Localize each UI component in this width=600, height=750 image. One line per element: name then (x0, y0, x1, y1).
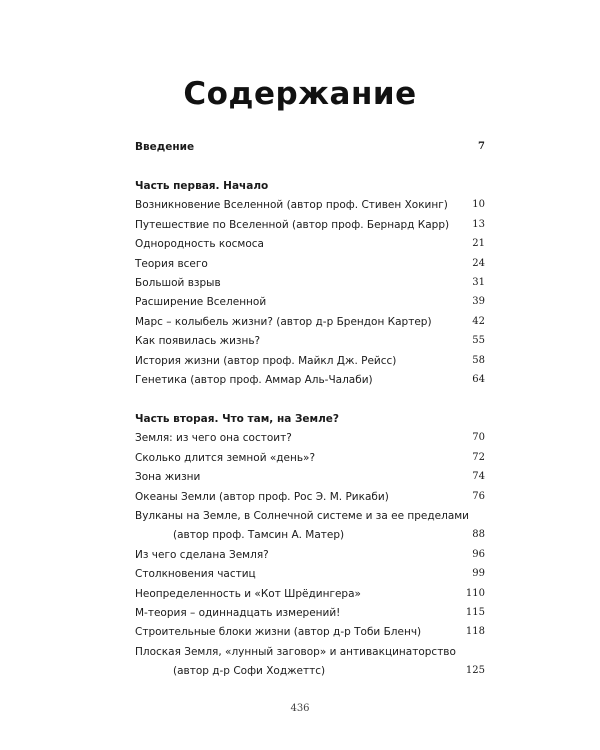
toc-page: 31 (472, 277, 485, 288)
toc-intro (135, 138, 485, 156)
toc-page: 21 (472, 238, 485, 249)
toc-item (135, 507, 485, 525)
toc-item (135, 449, 485, 467)
page-number: 436 (290, 703, 310, 714)
toc-label: Как появилась жизнь? (135, 335, 261, 347)
toc-item (135, 488, 485, 506)
toc-page: 76 (472, 491, 485, 502)
toc-page: 118 (465, 626, 485, 637)
toc-item (135, 429, 485, 447)
toc-label: Однородность космоса (135, 238, 264, 250)
toc-label: Строительные блоки жизни (автор д-р Тоби Бленч) (135, 626, 422, 638)
toc-label: (автор проф. Тамсин А. Матер) (173, 529, 345, 541)
toc-page: 39 (472, 296, 485, 307)
toc-page: 64 (472, 374, 485, 385)
toc-item (135, 371, 485, 389)
toc-page: 55 (472, 335, 485, 346)
toc-page: 74 (472, 471, 485, 482)
toc-label: (автор д-р Софи Ходжеттс) (173, 665, 326, 677)
toc-page: 88 (472, 529, 485, 540)
toc-label: Возникновение Вселенной (автор проф. Стивен Хокинг) (135, 199, 448, 211)
toc-label: Из чего сделана Земля? (135, 549, 269, 561)
toc-item (135, 313, 485, 331)
toc-label: Неопределенность и «Кот Шрёдингера» (135, 588, 361, 600)
toc-label: Столкновения частиц (135, 568, 256, 580)
toc-label: Вулканы на Земле, в Солнечной системе и за ее пределами (135, 510, 470, 522)
toc-item (135, 585, 485, 603)
toc-item (135, 546, 485, 564)
toc-label: Генетика (автор проф. Аммар Аль-Чалаби) (135, 374, 373, 386)
toc-item (135, 196, 485, 214)
toc-label: Марс – колыбель жизни? (автор д-р Брендон Картер) (135, 316, 432, 328)
toc-page: 96 (472, 549, 485, 560)
toc-item (135, 623, 485, 641)
page-title: Содержание (183, 76, 417, 112)
toc-item (135, 216, 485, 234)
toc-item (135, 255, 485, 273)
toc-item (135, 293, 485, 311)
toc-label: Океаны Земли (автор проф. Рос Э. М. Рикаби) (135, 491, 389, 503)
toc-page: 24 (472, 258, 485, 269)
toc-label: Плоская Земля, «лунный заговор» и антивакцинаторство (135, 646, 456, 658)
toc-label: Большой взрыв (135, 277, 221, 289)
toc-page: 72 (472, 452, 485, 463)
toc-page: 125 (465, 665, 485, 676)
toc-item (135, 468, 485, 486)
toc-page: 115 (465, 607, 485, 618)
toc-item (135, 235, 485, 253)
toc-item (135, 352, 485, 370)
toc-label: М-теория – одиннадцать измерений! (135, 607, 341, 619)
part2-heading (135, 410, 485, 428)
toc-item (135, 565, 485, 583)
part1-heading (135, 177, 485, 195)
toc-label: Земля: из чего она состоит? (135, 432, 292, 444)
toc-item (135, 643, 485, 661)
toc-item (135, 662, 485, 680)
toc-page: 70 (472, 432, 485, 443)
toc-label: Введение (135, 141, 195, 153)
toc-page: 13 (472, 219, 485, 230)
toc-item (135, 332, 485, 350)
section-heading: Часть первая. Начало (135, 180, 269, 192)
toc-page: 10 (472, 199, 485, 210)
toc-label: Зона жизни (135, 471, 201, 483)
toc-label: Расширение Вселенной (135, 296, 267, 308)
toc-label: Теория всего (135, 258, 208, 270)
toc-item (135, 604, 485, 622)
toc-page: 42 (472, 316, 485, 327)
toc-label: Путешествие по Вселенной (автор проф. Бернард Карр) (135, 219, 450, 231)
toc-page: 110 (465, 588, 485, 599)
toc-label: Сколько длится земной «день»? (135, 452, 316, 464)
section-heading: Часть вторая. Что там, на Земле? (135, 413, 340, 425)
toc-page: 99 (472, 568, 485, 579)
toc-page: 58 (472, 355, 485, 366)
toc-label: История жизни (автор проф. Майкл Дж. Рейсс) (135, 355, 397, 367)
toc-item (135, 274, 485, 292)
toc-page: 7 (478, 141, 485, 152)
toc-item (135, 526, 485, 544)
